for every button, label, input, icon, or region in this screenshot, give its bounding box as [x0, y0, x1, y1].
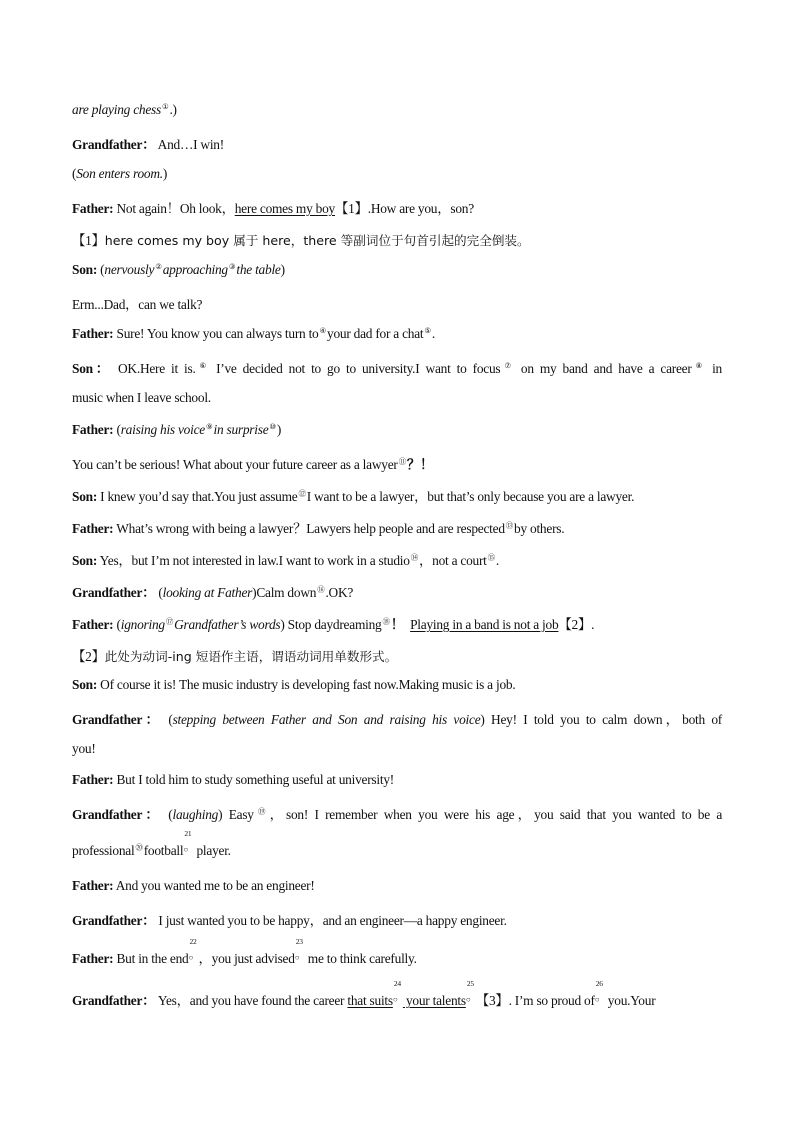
- speaker-label: Father:: [72, 878, 114, 893]
- speaker-label: Son:: [72, 262, 98, 277]
- speaker-label: Son:: [72, 553, 98, 568]
- line-11: You can’t be serious! What about your future career as a lawyer⑪？！: [72, 457, 434, 472]
- speaker-label: Father:: [72, 326, 114, 341]
- speaker-label: Father:: [72, 201, 114, 216]
- underlined-phrase: here comes my boy: [234, 201, 335, 216]
- speaker-label: Son:: [72, 677, 98, 692]
- speaker-label: Grandfather：: [72, 807, 162, 822]
- reference-mark: 【3】: [475, 993, 509, 1008]
- line-18: Grandfather： (stepping between Father and Son and raising his voice) Hey! I told you to calm down，both of: [72, 712, 722, 727]
- line-9: music when I leave school.: [72, 390, 211, 405]
- footnote-marker: 25 ○: [465, 979, 474, 1004]
- line-26: Grandfather： Yes，and you have found the career that suits 24 ○ your talents 25 ○ 【3】. I’m so proud of 26 ○ you.Your: [72, 979, 656, 1008]
- footnote-marker: ③: [228, 262, 236, 271]
- line-3: (Son enters room.): [72, 166, 168, 181]
- underlined-phrase: Playing in a band is not a job: [410, 617, 559, 632]
- line-20: Father: But I told him to study something useful at university!: [72, 772, 394, 787]
- line-10: Father: (raising his voice⑨in surprise⑩): [72, 422, 282, 437]
- footnote-marker: ⑧: [692, 361, 705, 370]
- line-6: Erm...Dad，can we talk?: [72, 297, 203, 312]
- footnote-marker: ⑭: [410, 553, 418, 562]
- footnote-marker: ⑲: [254, 807, 269, 816]
- speaker-label: Son:: [72, 489, 98, 504]
- line-7: Father: Sure! You know you can always turn to④your dad for a chat⑤.: [72, 326, 435, 341]
- footnote-marker: 24 ○: [392, 979, 401, 1004]
- footnote-marker: ⑪: [398, 457, 406, 466]
- speaker-label: Grandfather：: [72, 585, 156, 600]
- line-16: Father: (ignoring⑰Grandfather’s words) Stop daydreaming⑱！ Playing in a band is not a job【2】.: [72, 617, 595, 632]
- line-23: Father: And you wanted me to be an engineer!: [72, 878, 315, 893]
- note-1: 【1】here comes my boy 属于 here，there 等副词位于句首引起的完全倒装。: [72, 233, 530, 248]
- footnote-marker: ④: [319, 326, 326, 335]
- underlined-phrase: your talents: [402, 993, 466, 1008]
- line-12: Son: I knew you’d say that.You just assume⑫I want to be a lawyer，but that’s only because you are a lawyer.: [72, 489, 635, 504]
- line-24: Grandfather： I just wanted you to be happy，and an engineer—a happy engineer.: [72, 913, 507, 928]
- reference-mark: 【2】: [72, 649, 105, 664]
- footnote-marker: 26 ○: [594, 979, 603, 1004]
- speaker-label: Father:: [72, 772, 114, 787]
- reference-mark: 【1】: [72, 233, 105, 248]
- footnote-marker: ⑨: [206, 422, 213, 431]
- footnote-marker: ⑥: [196, 361, 209, 370]
- footnote-marker: ②: [155, 262, 162, 271]
- footnote-marker: ⑱: [382, 617, 390, 626]
- footnote-marker: ⑤: [424, 326, 431, 335]
- line-15: Grandfather： (looking at Father)Calm down⑯.OK?: [72, 585, 354, 600]
- line-8: Son： OK.Here it is.⑥ I’ve decided not to go to university.I want to focus⑦ on my band and have a career⑧ in: [72, 361, 722, 376]
- line-4: Father: Not again！Oh look，here comes my boy【1】.How are you，son?: [72, 201, 474, 216]
- speaker-label: Grandfather：: [72, 137, 156, 152]
- speaker-label: Father:: [72, 521, 114, 536]
- footnote-marker: ⑫: [298, 489, 306, 498]
- speaker-label: Grandfather：: [72, 712, 162, 727]
- line-21: Grandfather： (laughing) Easy⑲，son! I remember when you were his age，you said that you wanted to be a: [72, 807, 723, 822]
- speaker-label: Father:: [72, 422, 114, 437]
- line-17: Son: Of course it is! The music industry is developing fast now.Making music is a job.: [72, 677, 516, 692]
- speaker-label: Father:: [72, 617, 114, 632]
- speaker-label: Son：: [72, 361, 112, 376]
- speaker-label: Grandfather：: [72, 913, 156, 928]
- line-19: you!: [72, 741, 96, 756]
- footnote-marker: 22 ○: [188, 937, 197, 962]
- note-2: 【2】此处为动词-ing 短语作主语，谓语动词用单数形式。: [72, 649, 398, 664]
- footnote-marker: ⑯: [317, 585, 325, 594]
- speaker-label: Grandfather：: [72, 993, 156, 1008]
- line-22: professional⑳football 21 ○ player.: [72, 829, 231, 858]
- footnote-marker: ⑦: [501, 361, 514, 370]
- footnote-marker: ⑰: [165, 617, 174, 626]
- footnote-marker: ⑩: [269, 422, 276, 431]
- reference-mark: 【2】: [558, 617, 592, 632]
- footnote-marker: ⑮: [487, 553, 495, 562]
- line-14: Son: Yes，but I’m not interested in law.I want to work in a studio⑭，not a court⑮.: [72, 553, 499, 568]
- line-2: Grandfather： And…I win!: [72, 137, 224, 152]
- footnote-marker: 23 ○: [294, 937, 303, 962]
- footnote-marker: ⑳: [135, 843, 143, 852]
- line-5: Son: (nervously②approaching③the table): [72, 262, 285, 277]
- reference-mark: 【1】: [334, 201, 368, 216]
- line-13: Father: What’s wrong with being a lawyer？Lawyers help people and are respected⑬by others.: [72, 521, 565, 536]
- footnote-marker: ⑬: [505, 521, 514, 530]
- speaker-label: Father:: [72, 951, 114, 966]
- line-1: are playing chess①.): [72, 102, 177, 117]
- line-25: Father: But in the end 22 ○ ，you just advised 23 ○ me to think carefully.: [72, 937, 417, 966]
- footnote-marker: 21 ○: [183, 829, 192, 854]
- underlined-phrase: that suits: [347, 993, 393, 1008]
- footnote-marker: ①: [161, 102, 169, 111]
